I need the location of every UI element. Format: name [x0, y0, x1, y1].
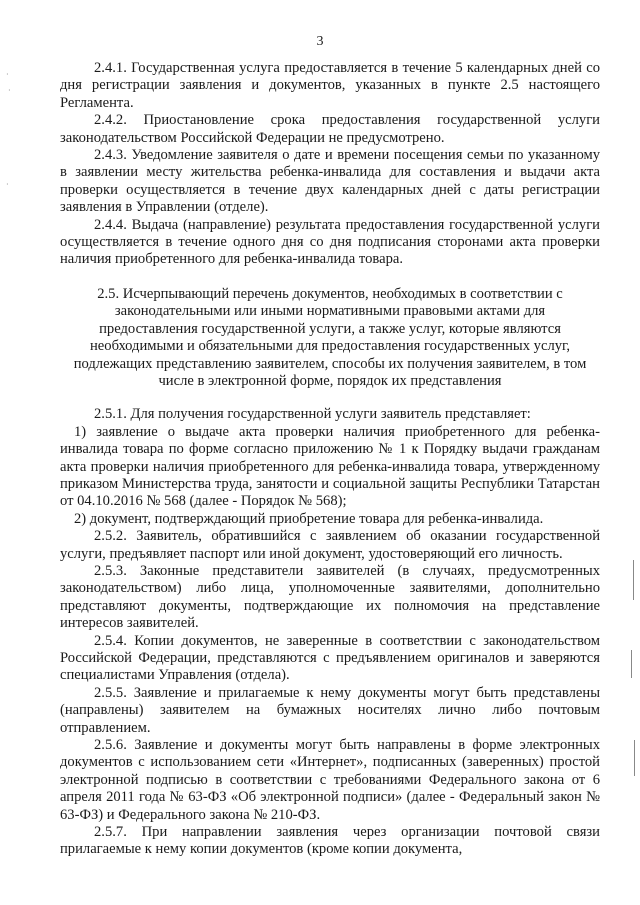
scan-artifact-line [633, 560, 634, 600]
scan-artifact-mark: · [6, 70, 9, 79]
paragraph-2-4-3: 2.4.3. Уведомление заявителя о дате и времени посещения семьи по указанному в заявлении месту жительства ребенка-инвалида для составления и выдачи акта проверки осуществляется в течение двух календарных дней с даты регистрации заявления в Управлении (отделе). [60, 147, 600, 216]
list-item: 1) заявление о выдаче акта проверки наличия приобретенного для ребенка-инвалида товара по форме согласно приложению № 1 к Порядку выдачи гражданам акта проверки наличия приобретенного для ребенка-инвалида товара, утвержденному приказом Министерства труда, занятости и социальной защиты Республики Татарстан от 04.10.2016 № 568 (далее - Порядок № 568); [60, 423, 600, 510]
page-number: 3 [316, 34, 324, 49]
section-heading-2-5: 2.5. Исчерпывающий перечень документов, необходимых в соответствии с законодательными или иными нормативными правовыми актами для предоставления государственной услуги, а также услуг, которые являются необходимыми и обязательными для предоставления государственных услуг, подлежащих представлению заявителем, способы их получения заявителем, в том числе в электронной форме, порядок их представления [73, 285, 587, 389]
paragraph-2-4-4: 2.4.4. Выдача (направление) результата предоставления государственной услуги осуществляется в течение одного дня со дня подписания сторонами акта проверки наличия приобретенного для ребенка-инвалида товара. [60, 216, 600, 268]
scan-artifact-line [631, 650, 632, 678]
paragraph-2-5-3: 2.5.3. Законные представители заявителей (в случаях, предусмотренных законодательством) либо лица, уполномоченные заявителями, дополнительно представляют документы, подтверждающие их полномочия на представление интересов заявителей. [60, 562, 600, 632]
list-item: 2) документ, подтверждающий приобретение товара для ребенка-инвалида. [74, 510, 544, 527]
paragraph-2-5-5: 2.5.5. Заявление и прилагаемые к нему документы могут быть представлены (направлены) заявителем на бумажных носителях лично либо почтовым отправлением. [60, 684, 600, 736]
paragraph-2-4-1: 2.4.1. Государственная услуга предоставляется в течение 5 календарных дней со дня регистрации заявления и документов, указанных в пункте 2.5 настоящего Регламента. [60, 60, 600, 111]
paragraph-2-5-2: 2.5.2. Заявитель, обратившийся с заявлением об оказании государственной услуги, предъявляет паспорт или иной документ, удостоверяющий его личность. [60, 528, 600, 562]
document-body [60, 60, 600, 859]
scan-artifact-line [634, 740, 635, 776]
paragraph-2-5-4: 2.5.4. Копии документов, не заверенные в соответствии с законодательством Российской Федерации, представляются с предъявлением оригиналов и заверяются специалистами Управления (отдела). [60, 632, 600, 684]
paragraph-2-5-1: 2.5.1. Для получения государственной услуги заявитель представляет: [94, 406, 531, 423]
scan-artifact-mark: · [8, 86, 11, 95]
paragraph-2-5-6: 2.5.6. Заявление и документы могут быть направлены в форме электронных документов с использованием сети «Интернет», подписанных (заверенных) простой электронной подписью в соответствии с требованиями Федерального закона от 6 апреля 2011 года № 63-ФЗ «Об электронной подписи» (далее - Федеральный закон № 63-ФЗ) и Федерального закона № 210-ФЗ. [60, 737, 600, 823]
scan-artifact-mark: · [6, 180, 9, 189]
paragraph-2-5-7: 2.5.7. При направлении заявления через организации почтовой связи прилагаемые к нему копии документов (кроме копии документа, [60, 824, 600, 858]
paragraph-2-4-2: 2.4.2. Приостановление срока предоставления государственной услуги законодательством Российской Федерации не предусмотрено. [60, 112, 600, 146]
